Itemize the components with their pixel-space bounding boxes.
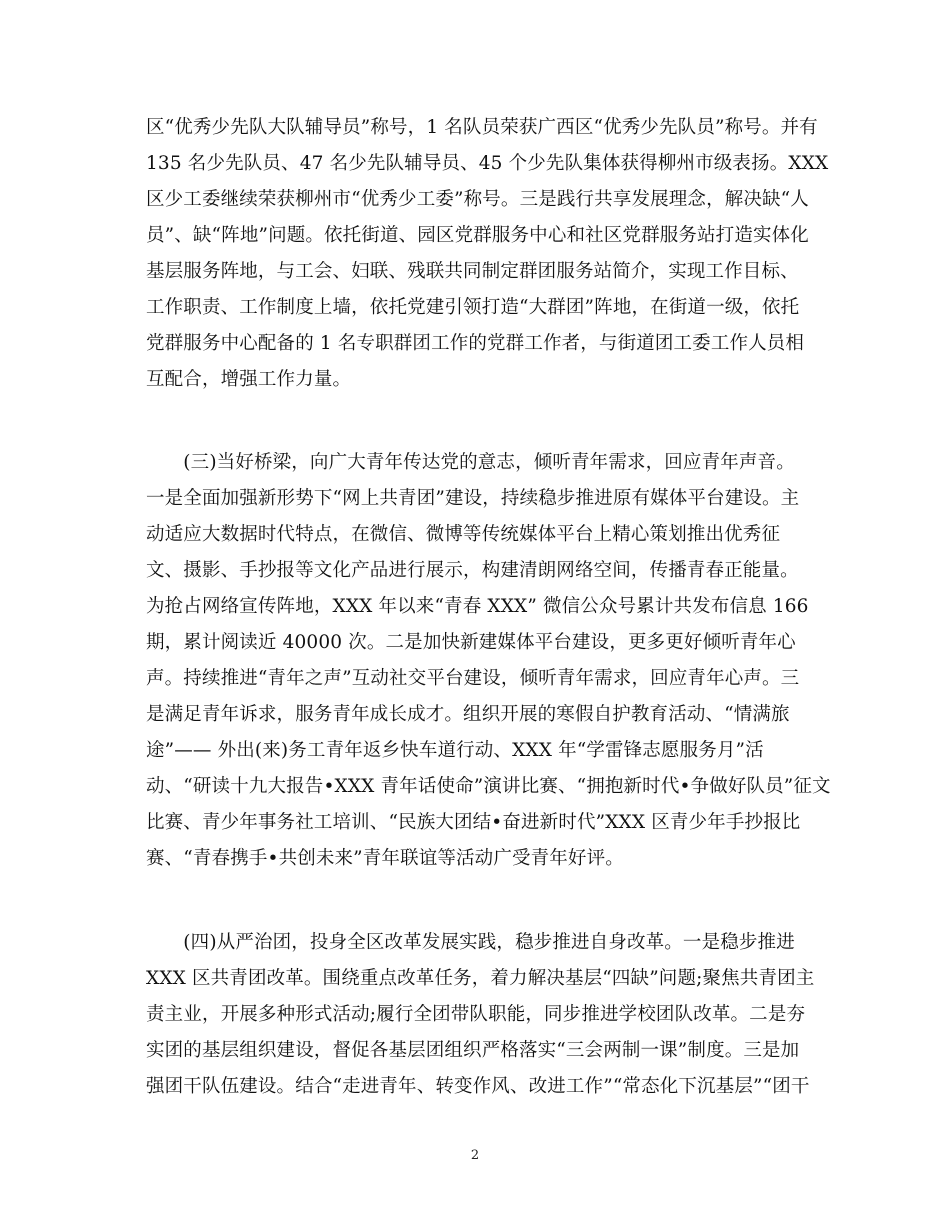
text-line: 期，累计阅读近 40000 次。二是加快新建媒体平台建设，更多更好倾听青年心 (146, 632, 796, 653)
paragraph-1 (146, 110, 829, 398)
text-line: 赛、“青春携手•共创未来”青年联谊等活动广受青年好评。 (146, 848, 624, 869)
paragraph-2 (146, 445, 831, 877)
text-line: XXX 区共青团改革。围绕重点改革任务，着力解决基层“四缺”问题;聚焦共青团主 (146, 968, 815, 989)
text-line: 区少工委继续荣获柳州市“优秀少工委”称号。三是践行共享发展理念，解决缺“人 (146, 189, 809, 210)
text-line: 基层服务阵地，与工会、妇联、残联共同制定群团服务站简介，实现工作目标、 (146, 261, 799, 282)
text-line: 比赛、青少年事务社工培训、“民族大团结•奋进新时代”XXX 区青少年手抄报比 (146, 812, 801, 833)
page-number: 2 (470, 1148, 480, 1163)
paragraph-3 (146, 925, 815, 1105)
text-line: 区“优秀少先队大队辅导员”称号，1 名队员荣获广西区“优秀少先队员”称号。并有 (146, 117, 818, 138)
text-line: 动适应大数据时代特点，在微信、微博等传统媒体平台上精心策划推出优秀征 (146, 524, 781, 545)
text-line: 文、摄影、手抄报等文化产品进行展示，构建清朗网络空间，传播青春正能量。 (146, 560, 799, 581)
text-line: 强团干队伍建设。结合“走进青年、转变作风、改进工作”“常态化下沉基层”“团干 (146, 1076, 810, 1097)
text-line: (四)从严治团，投身全区改革发展实践，稳步推进自身改革。一是稳步推进 (146, 932, 795, 953)
text-line: 员”、缺“阵地”问题。依托街道、园区党群服务中心和社区党群服务站打造实体化 (146, 225, 809, 246)
text-line: 是满足青年诉求，服务青年成长成才。组织开展的寒假自护教育活动、“情满旅 (146, 704, 790, 725)
text-line: 声。持续推进“青年之声”互动社交平台建设，倾听青年需求，回应青年心声。三 (146, 668, 800, 689)
text-line: 一是全面加强新形势下“网上共青团”建设，持续稳步推进原有媒体平台建设。主 (146, 488, 800, 509)
text-line: 工作职责、工作制度上墙，依托党建引领打造“大群团”阵地，在街道一级，依托 (146, 297, 800, 318)
text-line: 责主业，开展多种形式活动;履行全团带队职能，同步推进学校团队改革。二是夯 (146, 1004, 806, 1025)
text-line: 动、“研读十九大报告•XXX 青年话使命”演讲比赛、“拥抱新时代•争做好队员”征文 (146, 776, 831, 797)
text-line: 实团的基层组织建设，督促各基层团组织严格落实“三会两制一课”制度。三是加 (146, 1040, 800, 1061)
text-line: (三)当好桥梁，向广大青年传达党的意志，倾听青年需求，回应青年声音。 (146, 452, 795, 473)
text-line: 途”—— 外出(来)务工青年返乡快车道行动、XXX 年“学雷锋志愿服务月”活 (146, 740, 764, 761)
text-line: 互配合，增强工作力量。 (146, 369, 352, 390)
text-line: 为抢占网络宣传阵地，XXX 年以来“青春 XXX” 微信公众号累计共发布信息 166 (146, 596, 809, 617)
text-line: 党群服务中心配备的 1 名专职群团工作的党群工作者，与街道团工委工作人员相 (146, 333, 805, 354)
text-line: 135 名少先队员、47 名少先队辅导员、45 个少先队集体获得柳州市级表扬。XXX (146, 153, 829, 174)
